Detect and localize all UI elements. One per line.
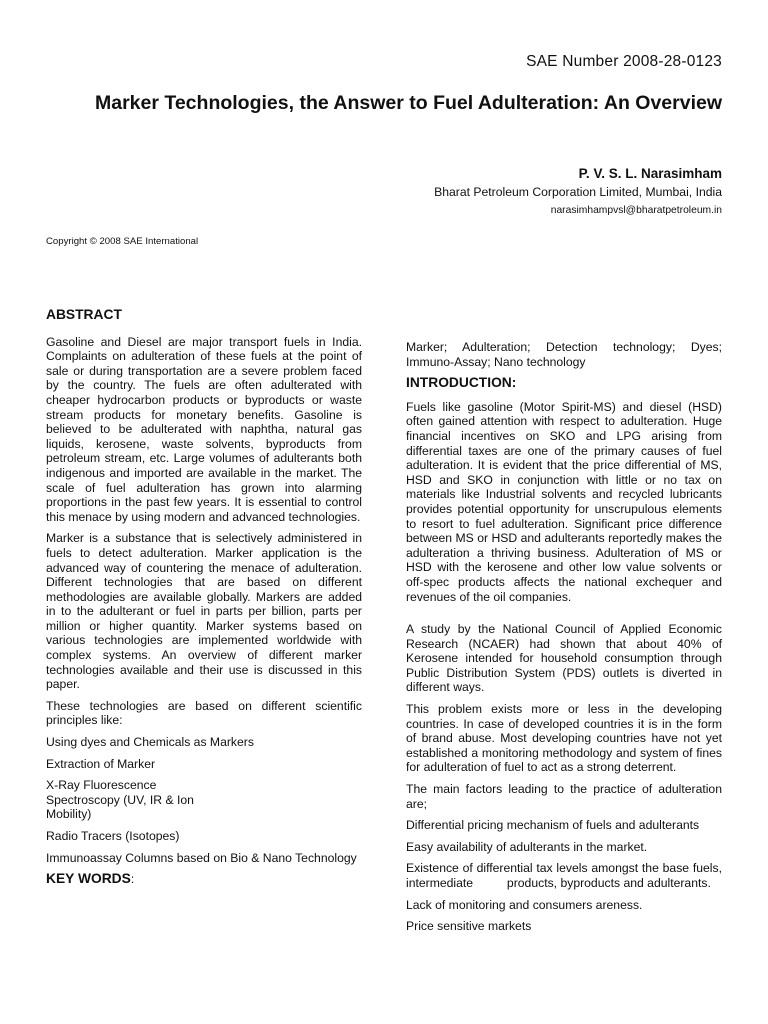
- abstract-heading: ABSTRACT: [46, 307, 122, 322]
- intro-paragraph-3: This problem exists more or less in the developing countries. In case of developed countries it is in the form of brand abuse. Most developing countries have not yet established a monitoring methodology and system of fines for adulteration of fuel to act as a strong deterrent.: [406, 702, 722, 775]
- factor-item: Differential pricing mechanism of fuels and adulterants: [406, 818, 700, 833]
- principle-item: Using dyes and Chemicals as Markers: [46, 735, 254, 750]
- principle-item: Immunoassay Columns based on Bio & Nano Technology: [46, 850, 357, 865]
- paper-title: Marker Technologies, the Answer to Fuel Adulteration: An Overview: [95, 92, 722, 114]
- keywords-heading: KEY WORDS: [46, 871, 131, 887]
- author-name: P. V. S. L. Narasimham: [578, 166, 722, 181]
- author-affiliation: Bharat Petroleum Corporation Limited, Mumbai, India: [434, 185, 722, 199]
- factor-item: Existence of differential tax levels amongst the base fuels, intermediate products, byproducts and adulterants.: [406, 861, 726, 890]
- abstract-paragraph-3: These technologies are based on different scientific principles like:: [46, 698, 362, 728]
- abstract-paragraph-2: Marker is a substance that is selectively administered in fuels to detect adulteration. Marker application is the advanced way of countering the menace of adulteration. Different technologies that are based on different methodologies are available globally. Markers are added in to the adulterant or fuel in parts per billion, parts per million or higher quantity. Marker systems based on various technologies are implemented worldwide with complex systems. An overview of different marker technologies available and their use is discussed in this paper.: [46, 531, 362, 692]
- left-column: [46, 308, 362, 887]
- author-email: narasimhampvsl@bharatpetroleum.in: [550, 205, 722, 216]
- intro-paragraph-1: Fuels like gasoline (Motor Spirit-MS) and diesel (HSD) often gained attention with respect to adulteration. Huge financial incentives on SKO and LPG arising from differential taxes are one of the primary causes of fuel adulteration. It is evident that the price differential of MS, HSD and SKO in conjunction with little or no tax on materials like Industrial solvents and recycled lubricants provides potential opportunity for unscrupulous elements to resort to fuel adulteration. Significant price difference between MS or HSD and adulterants reportedly makes the adulteration a thriving business. Adulteration of MS or HSD with the kerosene and other low value solvents or off-spec products affects the national exchequer and revenues of the oil companies.: [406, 399, 722, 604]
- keywords-text: Marker; Adulteration; Detection technology; Dyes; Immuno-Assay; Nano technology: [406, 340, 722, 369]
- principle-item: Radio Tracers (Isotopes): [46, 829, 180, 843]
- sae-number: SAE Number 2008-28-0123: [526, 53, 722, 70]
- factor-item: Lack of monitoring and consumers areness.: [406, 897, 643, 912]
- factor-item: Price sensitive markets: [406, 919, 532, 934]
- right-column: [406, 340, 726, 941]
- factor-item: Easy availability of adulterants in the market.: [406, 839, 648, 854]
- keywords-colon: :: [130, 872, 135, 887]
- copyright-notice: Copyright © 2008 SAE International: [46, 236, 199, 247]
- principle-item: Extraction of Marker: [46, 756, 156, 771]
- intro-paragraph-4: The main factors leading to the practice of adulteration are;: [406, 782, 722, 811]
- keywords-heading-line: [46, 872, 362, 887]
- introduction-heading: INTRODUCTION:: [406, 375, 517, 391]
- principle-item: X-Ray Fluorescence Spectroscopy (UV, IR & Ion Mobility): [46, 778, 194, 822]
- abstract-paragraph-1: Gasoline and Diesel are major transport fuels in India. Complaints on adulteration of these fuels at the point of sale or during transportation are a severe problem faced by the country. The fuels are often adulterated with cheaper hydrocarbon products or byproducts or waste stream products for monetary benefits. Gasoline is believed to be adulterated with naphtha, natural gas liquids, kerosene, waste solvents, byproducts from petroleum stream, etc. Large volumes of adulterants both indigenous and imported are available in the market. The scale of fuel adulteration has grown into alarming proportions in the past few years. It is essential to control this menace by using modern and advanced technologies.: [46, 334, 362, 524]
- intro-paragraph-2: A study by the National Council of Applied Economic Research (NCAER) had shown that about 40% of Kerosene intended for household consumption through Public Distribution System (PDS) outlets is diverted in different ways.: [406, 622, 722, 695]
